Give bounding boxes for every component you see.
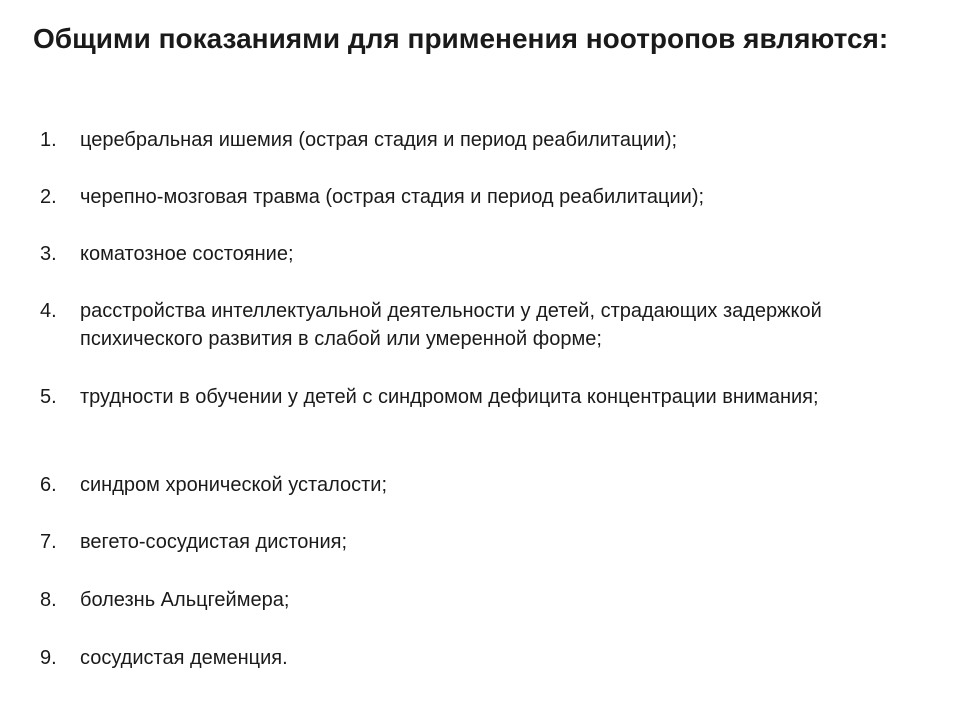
list-item-text: трудности в обучении у детей с синдромом дефицита концентрации внимания; (80, 386, 819, 408)
list-item-text: синдром хронической усталости; (80, 474, 388, 496)
list-item-text: болезнь Альцгеймера; (80, 589, 290, 611)
list-item-number: 3. (40, 243, 57, 265)
list-item-text: церебральная ишемия (острая стадия и период реабилитации); (80, 129, 678, 151)
list-item-number: 1. (40, 129, 57, 151)
list-item-text: сосудистая деменция. (80, 647, 288, 669)
list-item-number: 4. (40, 300, 57, 322)
list-item-text: коматозное состояние; (80, 243, 294, 265)
slide-title: Общими показаниями для применения ноотропов являются: (33, 23, 889, 54)
list-item-text: расстройства интеллектуальной деятельности у детей, страдающих задержкой психического развития в слабой или умеренной форме; (80, 300, 822, 350)
list-item-number: 7. (40, 531, 57, 553)
list-item-text: вегето-сосудистая дистония; (80, 531, 348, 553)
list-item-number: 8. (40, 589, 57, 611)
list-item-number: 5. (40, 386, 57, 408)
list-item-number: 2. (40, 186, 57, 208)
list-item-number: 9. (40, 647, 57, 669)
list-item-number: 6. (40, 474, 57, 496)
list-item-text: черепно-мозговая травма (острая стадия и период реабилитации); (80, 186, 705, 208)
